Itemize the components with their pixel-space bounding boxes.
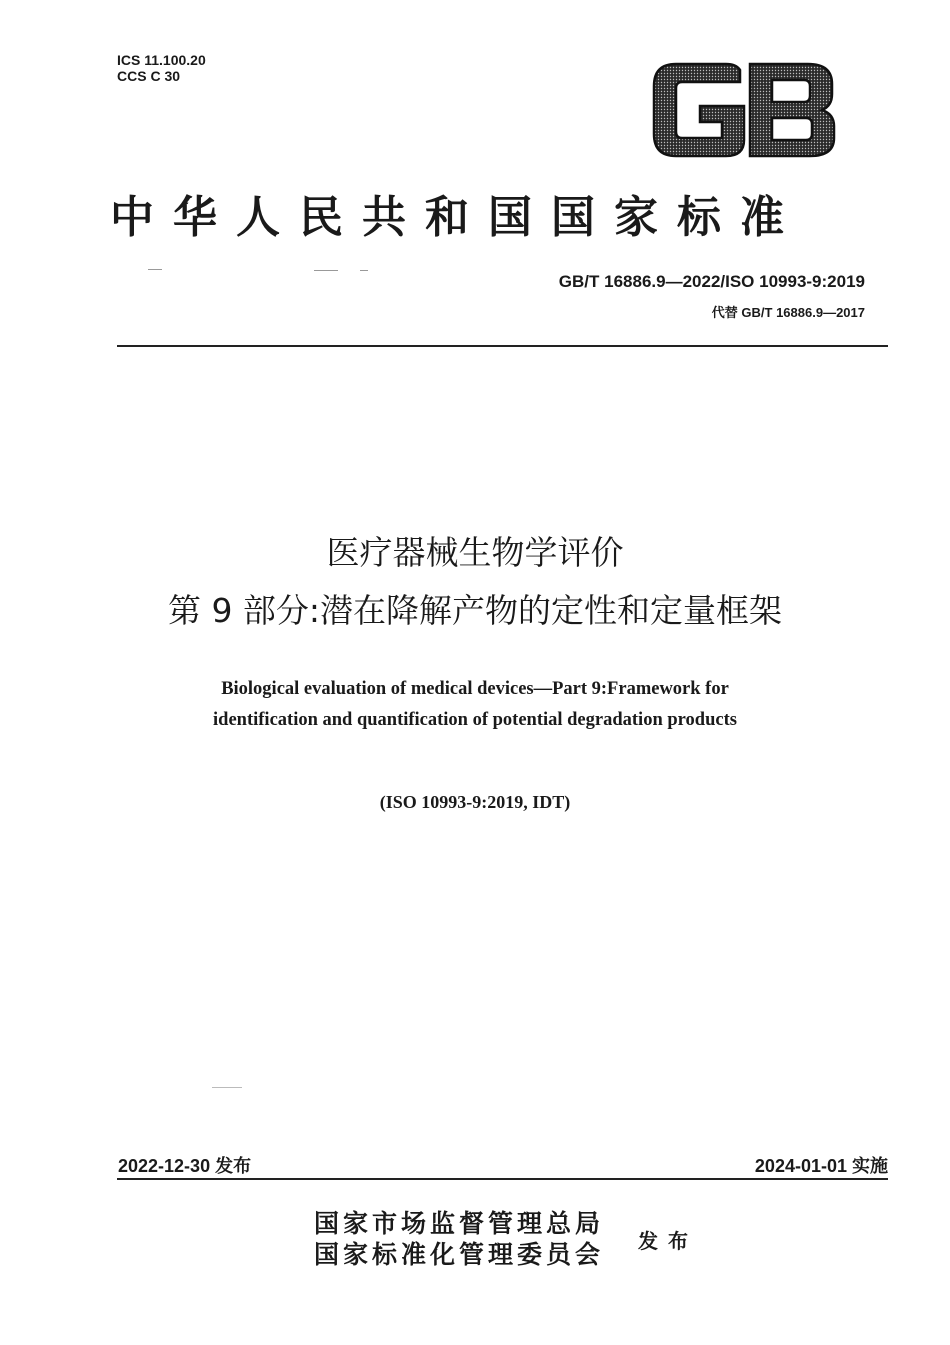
standard-number: GB/T 16886.9—2022/ISO 10993-9:2019 <box>558 272 865 291</box>
scan-speck <box>212 1087 242 1088</box>
implementation-date: 2024-01-01 实施 <box>754 1156 888 1176</box>
publish-label: 发布 <box>638 1229 698 1253</box>
classification-codes <box>117 52 206 84</box>
chinese-title-line-2: 第 9 部分:潜在降解产物的定性和定量框架 <box>167 591 783 630</box>
ccs-code: CCS C 30 <box>117 68 181 84</box>
footer-divider <box>117 1178 888 1180</box>
iso-equivalence: (ISO 10993-9:2019, IDT) <box>379 792 571 812</box>
national-standard-heading: 中华人民共和国国家标准 <box>110 192 803 243</box>
gb-logo-icon <box>648 60 838 160</box>
issuer-samr: 国家市场监督管理总局 <box>314 1209 605 1238</box>
issuer-sac: 国家标准化管理委员会 <box>314 1240 605 1269</box>
scan-speck <box>360 270 368 271</box>
chinese-title-line-1: 医疗器械生物学评价 <box>326 533 624 572</box>
english-title <box>0 674 950 736</box>
scan-speck <box>148 269 162 270</box>
issue-date: 2022-12-30 发布 <box>118 1156 252 1176</box>
issuing-organizations <box>314 1208 604 1270</box>
replaces-standard: 代替 GB/T 16886.9—2017 <box>711 305 865 320</box>
ics-code: ICS 11.100.20 <box>117 52 206 68</box>
scan-speck <box>314 270 338 271</box>
header-divider <box>117 345 888 347</box>
english-title-line-1: Biological evaluation of medical devices—Part 9:Framework for <box>221 679 729 699</box>
english-title-line-2: identification and quantification of potential degradation products <box>213 710 737 730</box>
